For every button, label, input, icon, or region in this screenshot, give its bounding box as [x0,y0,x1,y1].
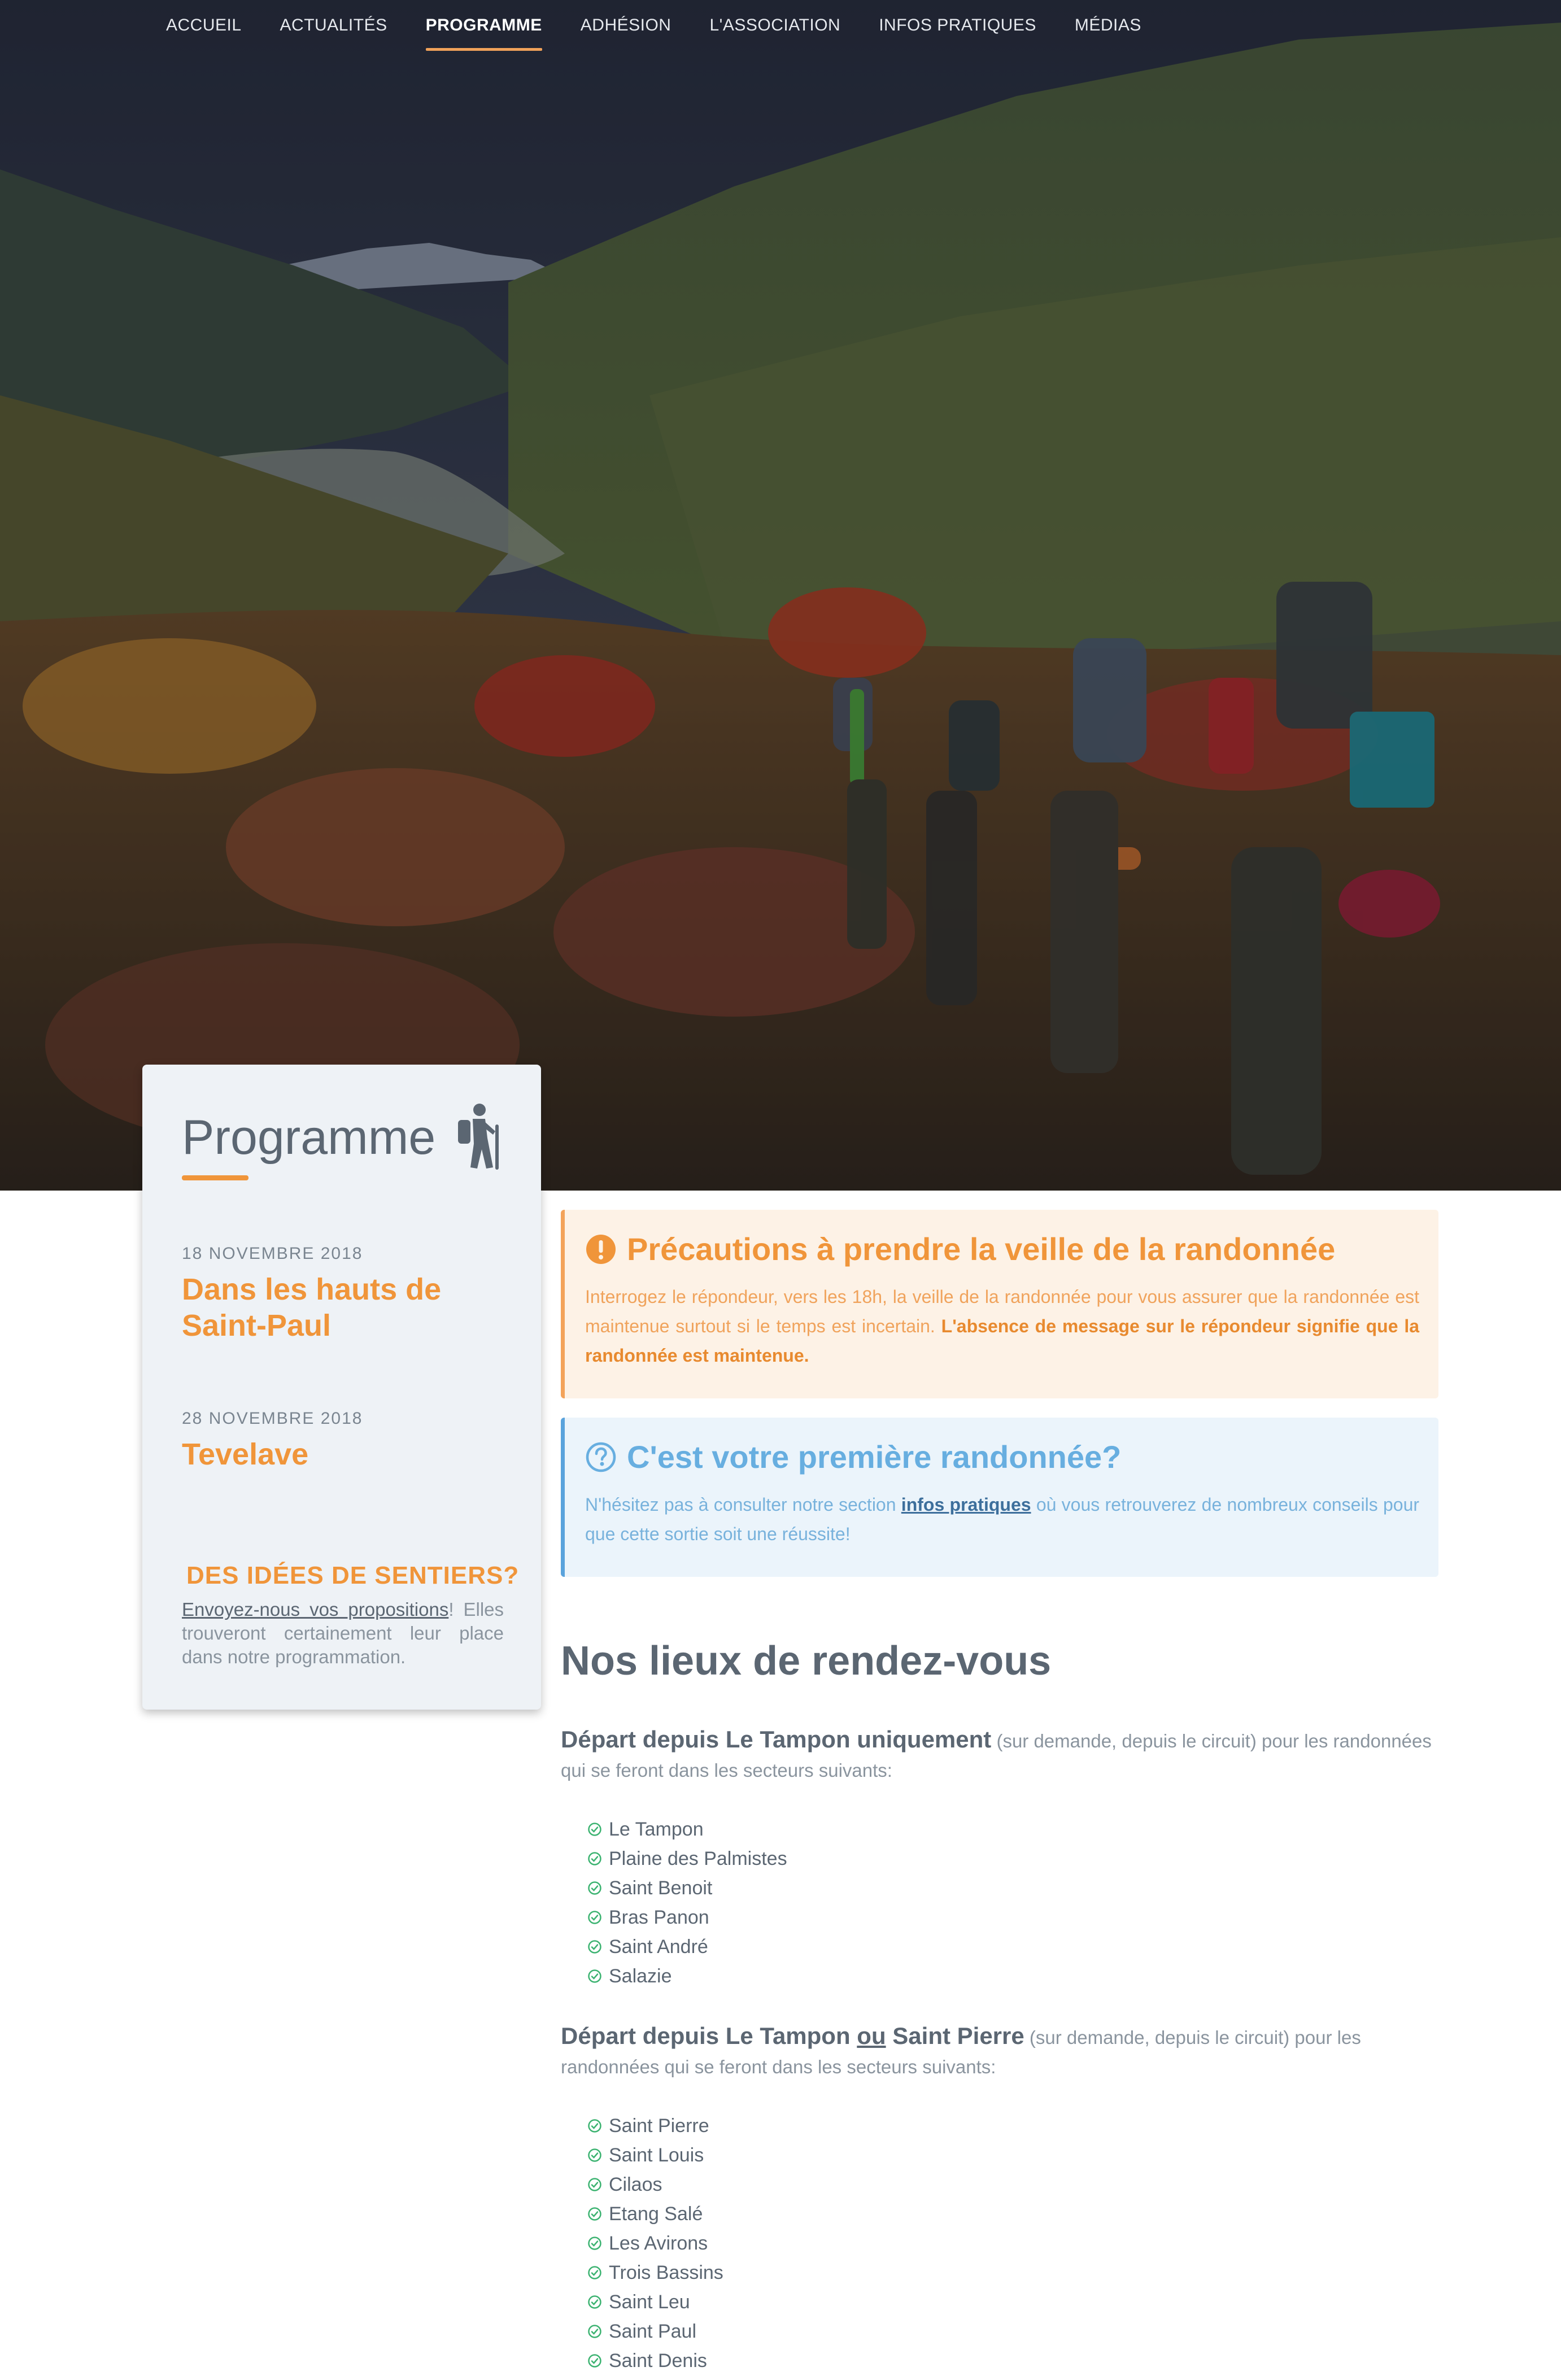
list-item [587,2229,723,2258]
check-circle-icon [587,1822,602,1837]
alert-bold-text: L'absence de message sur le répondeur signifie que la randonnée est maintenue. [585,1316,1420,1366]
check-circle-icon [587,1851,602,1866]
alert-text [585,1490,1419,1549]
alert-heading [585,1227,1419,1272]
alert-title: Précautions à prendre la veille de la randonnée [627,1231,1336,1267]
alert-body-start: N'hésitez pas à consulter notre section [585,1494,901,1515]
nav-item-programme[interactable]: PROGRAMME [407,0,561,51]
nav-item-medias[interactable]: MÉDIAS [1074,16,1141,34]
list-item [587,1844,787,1873]
departure-group-2 [561,2021,1438,2082]
place-name: Trois Bassins [609,2262,723,2283]
check-circle-icon [587,2207,602,2221]
ideas-title: DES IDÉES DE SENTIERS? [186,1562,520,1589]
sidebar-title: Programme [182,1110,436,1165]
alert-body-end: où vous retrouverez de nombreux conseils pour que cette sortie soit une réussite! [585,1494,1420,1544]
list-item [587,1932,787,1961]
place-name: Saint Denis [609,2350,707,2372]
event-1[interactable] [182,1244,509,1344]
departure-details: (sur demande, depuis le circuit) pour les randonnées qui se feront dans les secteurs suivants: [561,2027,1361,2077]
trail-ideas [182,1562,520,1669]
alert-title: C'est votre première randonnée? [627,1439,1122,1475]
place-name: Etang Salé [609,2203,703,2225]
check-circle-icon [587,1969,602,1984]
place-name: Cilaos [609,2174,662,2195]
event-date: 18 NOVEMBRE 2018 [182,1244,363,1263]
place-name: Saint André [609,1936,708,1958]
check-circle-icon [587,2236,602,2251]
departure-label: Départ depuis Le Tampon uniquement [561,1726,992,1753]
event-title-link[interactable]: Tevelave [182,1437,309,1471]
departure-label-a: Départ depuis Le Tampon [561,2022,857,2049]
nav-item-actualites[interactable]: ACTUALITÉS [280,16,387,34]
precautions-alert [561,1210,1438,1398]
place-name: Saint Benoit [609,1877,713,1899]
list-item [587,2141,723,2170]
check-circle-icon [587,2324,602,2339]
list-item [587,2287,723,2317]
places-list-1 [587,1815,787,1991]
nav-item-adhesion[interactable]: ADHÉSION [580,16,672,34]
check-circle-icon [587,1881,602,1895]
list-item [587,2170,723,2199]
check-circle-icon [587,2353,602,2368]
question-icon [585,1441,617,1473]
event-2[interactable] [182,1409,509,1472]
check-circle-icon [587,2177,602,2192]
list-item [587,1961,787,1991]
alert-text [585,1282,1419,1370]
event-title-link[interactable]: Dans les hauts de Saint-Paul [182,1272,442,1342]
place-name: Saint Paul [609,2321,696,2342]
list-item [587,2199,723,2229]
list-item [587,2317,723,2346]
rendezvous-title: Nos lieux de rendez-vous [561,1638,1052,1684]
alert-body: Interrogez le répondeur, vers les 18h, la veille de la randonnée pour vous assurer que la randonnée est maintenue surtout si le temps est incertain. [585,1287,1419,1336]
check-circle-icon [587,2265,602,2280]
check-circle-icon [587,2295,602,2309]
place-name: Les Avirons [609,2233,708,2254]
first-hike-alert [561,1418,1438,1577]
exclamation-icon [585,1233,617,1265]
place-name: Saint Louis [609,2144,704,2166]
departure-label [561,2022,1024,2049]
program-sidebar [142,1065,541,1710]
check-circle-icon [587,2119,602,2133]
infos-pratiques-link[interactable]: infos pratiques [901,1494,1031,1515]
ideas-heading [182,1562,520,1590]
event-date: 28 NOVEMBRE 2018 [182,1409,363,1428]
departure-label-or: ou [857,2022,886,2049]
place-name: Le Tampon [609,1819,704,1840]
place-name: Plaine des Palmistes [609,1848,787,1869]
places-list-2 [587,2111,723,2375]
place-name: Saint Leu [609,2291,690,2313]
place-name: Saint Pierre [609,2115,709,2137]
ideas-text [182,1598,504,1669]
list-item [587,1903,787,1932]
departure-label-b: Saint Pierre [886,2022,1024,2049]
list-item [587,2258,723,2287]
check-circle-icon [587,1939,602,1954]
list-item [587,1873,787,1903]
check-circle-icon [587,2148,602,2163]
main-nav [147,0,1161,51]
send-proposals-link[interactable]: Envoyez-nous vos propositions [182,1599,449,1620]
check-circle-icon [587,1910,602,1925]
ideas-body: ! Elles trouveront certainement leur place dans notre programmation. [182,1599,504,1667]
nav-item-infos-pratiques[interactable]: INFOS PRATIQUES [879,16,1036,34]
list-item [587,1815,787,1844]
hiker-icon [450,1102,507,1170]
list-item [587,2346,723,2375]
place-name: Bras Panon [609,1907,709,1928]
nav-item-accueil[interactable]: ACCUEIL [166,16,242,34]
alert-heading [585,1435,1419,1480]
departure-group-1 [561,1725,1438,1785]
title-underline [182,1175,248,1180]
departure-details: (sur demande, depuis le circuit) pour les randonnées qui se feront dans les secteurs suivants: [561,1730,1432,1781]
place-name: Salazie [609,1965,672,1987]
list-item [587,2111,723,2141]
nav-item-association[interactable]: L'ASSOCIATION [709,16,841,34]
